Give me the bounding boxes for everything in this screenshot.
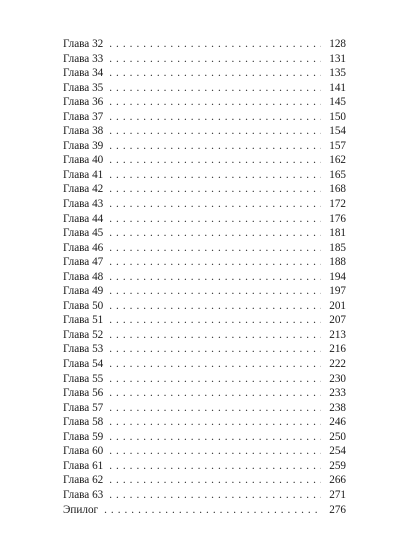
toc-entry-page-number: 259 — [329, 459, 346, 472]
toc-entry-page-number: 150 — [329, 110, 346, 123]
toc-entry-leader-dots — [109, 444, 321, 459]
toc-entry-title: Глава 50 — [63, 299, 104, 312]
toc-entry[interactable] — [63, 81, 346, 96]
toc-entry-title: Глава 43 — [63, 198, 104, 211]
toc-entry-page-number: 176 — [329, 212, 346, 225]
toc-entry-title: Глава 61 — [63, 459, 104, 472]
toc-entry-leader-dots — [109, 153, 321, 168]
toc-entry-title: Глава 37 — [63, 110, 104, 123]
toc-entry-title: Глава 62 — [63, 474, 104, 487]
toc-entry[interactable] — [63, 430, 346, 445]
toc-entry-leader-dots — [109, 430, 321, 445]
toc-entry-leader-dots — [109, 110, 321, 125]
toc-entry-leader-dots — [109, 415, 321, 430]
toc-entry-title: Глава 45 — [63, 227, 104, 240]
toc-entry-page-number: 141 — [329, 81, 346, 94]
toc-entry-leader-dots — [109, 372, 321, 387]
toc-entry-page-number: 131 — [329, 52, 346, 65]
toc-entry-title: Глава 39 — [63, 139, 104, 152]
toc-entry-title: Эпилог — [63, 503, 99, 516]
toc-entry[interactable] — [63, 52, 346, 67]
toc-entry-page-number: 207 — [329, 314, 346, 327]
toc-entry-leader-dots — [109, 401, 321, 416]
toc-entry-title: Глава 48 — [63, 270, 104, 283]
toc-entry-leader-dots — [109, 139, 321, 154]
toc-entry-page-number: 230 — [329, 372, 346, 385]
toc-entry-leader-dots — [109, 124, 321, 139]
toc-entry[interactable] — [63, 110, 346, 125]
toc-entry-leader-dots — [104, 503, 321, 518]
toc-entry-leader-dots — [109, 197, 321, 212]
toc-entry-title: Глава 35 — [63, 81, 104, 94]
toc-entry[interactable] — [63, 459, 346, 474]
toc-entry-leader-dots — [109, 299, 321, 314]
toc-entry-leader-dots — [109, 342, 321, 357]
toc-entry-page-number: 154 — [329, 125, 346, 138]
toc-entry[interactable] — [63, 255, 346, 270]
toc-entry-title: Глава 44 — [63, 212, 104, 225]
toc-entry[interactable] — [63, 182, 346, 197]
toc-entry-title: Глава 51 — [63, 314, 104, 327]
toc-entry-leader-dots — [109, 95, 321, 110]
toc-entry-page-number: 254 — [329, 445, 346, 458]
toc-entry-page-number: 135 — [329, 67, 346, 80]
toc-entry-page-number: 185 — [329, 241, 346, 254]
toc-entry-leader-dots — [109, 270, 321, 285]
toc-entry-page-number: 157 — [329, 139, 346, 152]
toc-entry[interactable] — [63, 401, 346, 416]
toc-entry[interactable] — [63, 357, 346, 372]
toc-entry-leader-dots — [109, 226, 321, 241]
toc-entry-leader-dots — [109, 52, 321, 67]
toc-entry[interactable] — [63, 299, 346, 314]
toc-entry-page-number: 233 — [329, 387, 346, 400]
toc-entry-title: Глава 58 — [63, 416, 104, 429]
toc-entry-leader-dots — [109, 473, 321, 488]
toc-entry-title: Глава 38 — [63, 125, 104, 138]
toc-entry-page-number: 197 — [329, 285, 346, 298]
toc-entry-page-number: 181 — [329, 227, 346, 240]
toc-entry[interactable] — [63, 444, 346, 459]
toc-entry-page-number: 165 — [329, 168, 346, 181]
toc-entry-title: Глава 53 — [63, 343, 104, 356]
toc-entry-leader-dots — [109, 212, 321, 227]
toc-entry-title: Глава 32 — [63, 38, 104, 50]
toc-entry[interactable] — [63, 284, 346, 299]
toc-entry[interactable] — [63, 372, 346, 387]
toc-entry-title: Глава 33 — [63, 52, 104, 65]
toc-entry-title: Глава 54 — [63, 358, 104, 371]
toc-entry-leader-dots — [109, 37, 321, 52]
toc-entry-title: Глава 42 — [63, 183, 104, 196]
toc-entry[interactable] — [63, 488, 346, 503]
toc-entry-title: Глава 56 — [63, 387, 104, 400]
toc-entry[interactable] — [63, 473, 346, 488]
toc-entry-page-number: 128 — [329, 38, 346, 50]
toc-entry-leader-dots — [109, 81, 321, 96]
toc-entry-leader-dots — [109, 255, 321, 270]
toc-entry[interactable] — [63, 226, 346, 241]
toc-entry-leader-dots — [109, 284, 321, 299]
toc-entry-title: Глава 36 — [63, 96, 104, 109]
toc-entry-leader-dots — [109, 459, 321, 474]
toc-entry-leader-dots — [109, 357, 321, 372]
toc-entry-title: Глава 52 — [63, 328, 104, 341]
toc-entry-leader-dots — [109, 168, 321, 183]
toc-entry-title: Глава 40 — [63, 154, 104, 167]
toc-entry-title: Глава 63 — [63, 488, 104, 501]
toc-entry-leader-dots — [109, 66, 321, 81]
toc-entry-page-number: 194 — [329, 270, 346, 283]
toc-entry-title: Глава 34 — [63, 67, 104, 80]
toc-entry-page-number: 271 — [329, 488, 346, 501]
toc-entry-leader-dots — [109, 488, 321, 503]
toc-entry-page-number: 222 — [329, 358, 346, 371]
toc-entry-page-number: 213 — [329, 328, 346, 341]
toc-entry[interactable] — [63, 139, 346, 154]
toc-entry-page-number: 238 — [329, 401, 346, 414]
toc-entry-page-number: 162 — [329, 154, 346, 167]
toc-entry[interactable] — [63, 37, 346, 52]
toc-entry-leader-dots — [109, 313, 321, 328]
toc-entry[interactable] — [63, 153, 346, 168]
toc-entry-leader-dots — [109, 182, 321, 197]
toc-entry[interactable] — [63, 342, 346, 357]
toc-entry[interactable] — [63, 95, 346, 110]
toc-entry-title: Глава 60 — [63, 445, 104, 458]
toc-entry-title: Глава 59 — [63, 430, 104, 443]
toc-entry-leader-dots — [109, 328, 321, 343]
toc-entry[interactable] — [63, 212, 346, 227]
toc-entry-title: Глава 41 — [63, 168, 104, 181]
toc-entry[interactable] — [63, 66, 346, 81]
toc-entry[interactable] — [63, 197, 346, 212]
toc-entry[interactable] — [63, 168, 346, 183]
toc-entry-page-number: 145 — [329, 96, 346, 109]
toc-entry-title: Глава 57 — [63, 401, 104, 414]
toc-entry-page-number: 188 — [329, 256, 346, 269]
toc-entry-page-number: 250 — [329, 430, 346, 443]
toc-entry-title: Глава 47 — [63, 256, 104, 269]
toc-entry[interactable] — [63, 503, 346, 518]
toc-entry-page-number: 246 — [329, 416, 346, 429]
toc-entry-page-number: 168 — [329, 183, 346, 196]
toc-entry[interactable] — [63, 313, 346, 328]
toc-entry[interactable] — [63, 415, 346, 430]
toc-entry-page-number: 201 — [329, 299, 346, 312]
toc-entry-page-number: 216 — [329, 343, 346, 356]
toc-entry-page-number: 276 — [329, 503, 346, 516]
toc-entry-page-number: 266 — [329, 474, 346, 487]
table-of-contents — [63, 37, 346, 517]
toc-entry-page-number: 172 — [329, 198, 346, 211]
toc-entry[interactable] — [63, 124, 346, 139]
toc-entry-title: Глава 49 — [63, 285, 104, 298]
toc-entry-title: Глава 55 — [63, 372, 104, 385]
toc-entry-title: Глава 46 — [63, 241, 104, 254]
toc-entry-leader-dots — [109, 241, 321, 256]
toc-entry-leader-dots — [109, 386, 321, 401]
toc-entry[interactable] — [63, 328, 346, 343]
toc-entry[interactable] — [63, 270, 346, 285]
toc-entry[interactable] — [63, 241, 346, 256]
toc-entry[interactable] — [63, 386, 346, 401]
